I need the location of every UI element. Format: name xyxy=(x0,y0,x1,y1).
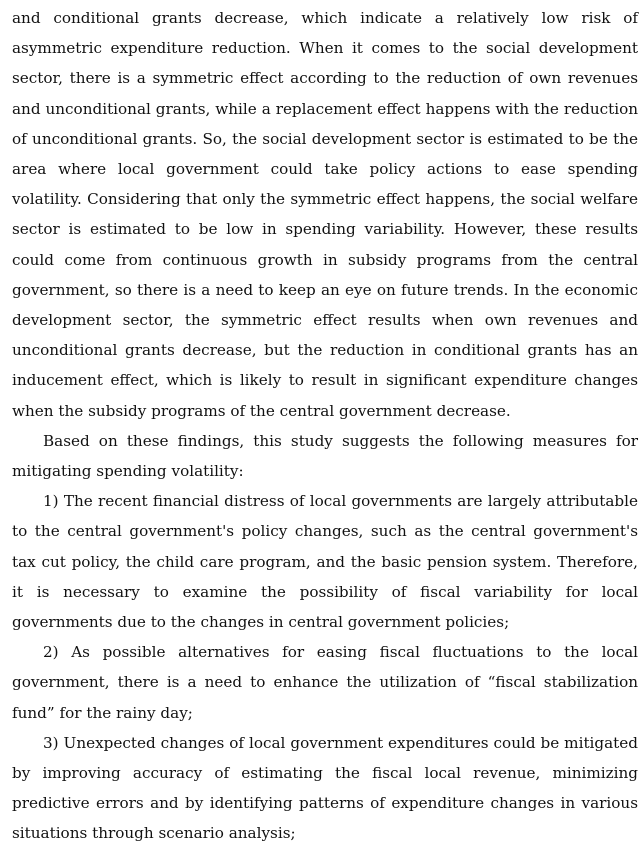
list-item-1: 1) The recent financial distress of local governments are largely attributable to the central government's policy changes, such as the central government's tax cut policy, the child care program, and the basic pension system. Therefore, it is necessary to examine the possibility of fiscal variability for local governments due to the changes in central government policies; xyxy=(12,492,638,632)
list-item-3: 3) Unexpected changes of local government expenditures could be mitigated by improving accuracy of estimating the fiscal local revenue, minimizing predictive errors and by identifying patterns of expenditure changes in various situations through scenario analysis; xyxy=(12,733,638,843)
paragraph-findings-intro: Based on these findings, this study suggests the following measures for mitigating spending volatility: xyxy=(12,431,638,481)
paragraph-continuation: and conditional grants decrease, which indicate a relatively low risk of asymmetric expenditure reduction. When it comes to the social development sector, there is a symmetric effect according to the reduction of own revenues and unconditional grants, while a replacement effect happens with the reduction of unconditional grants. So, the social development sector is estimated to be the area where local government could take policy actions to ease spending volatility. Considering that only the symmetric effect happens, the social welfare sector is estimated to be low in spending variability. However, these results could come from continuous growth in subsidy programs from the central government, so there is a need to keep an eye on future trends. In the economic development sector, the symmetric effect results when own revenues and unconditional grants decrease, but the reduction in conditional grants has an inducement effect, which is likely to result in significant expenditure changes when the subsidy programs of the central government decrease. xyxy=(12,9,638,420)
list-item-2: 2) As possible alternatives for easing fiscal fluctuations to the local government, there is a need to enhance the utilization of “fiscal stabilization fund” for the rainy day; xyxy=(12,643,638,722)
